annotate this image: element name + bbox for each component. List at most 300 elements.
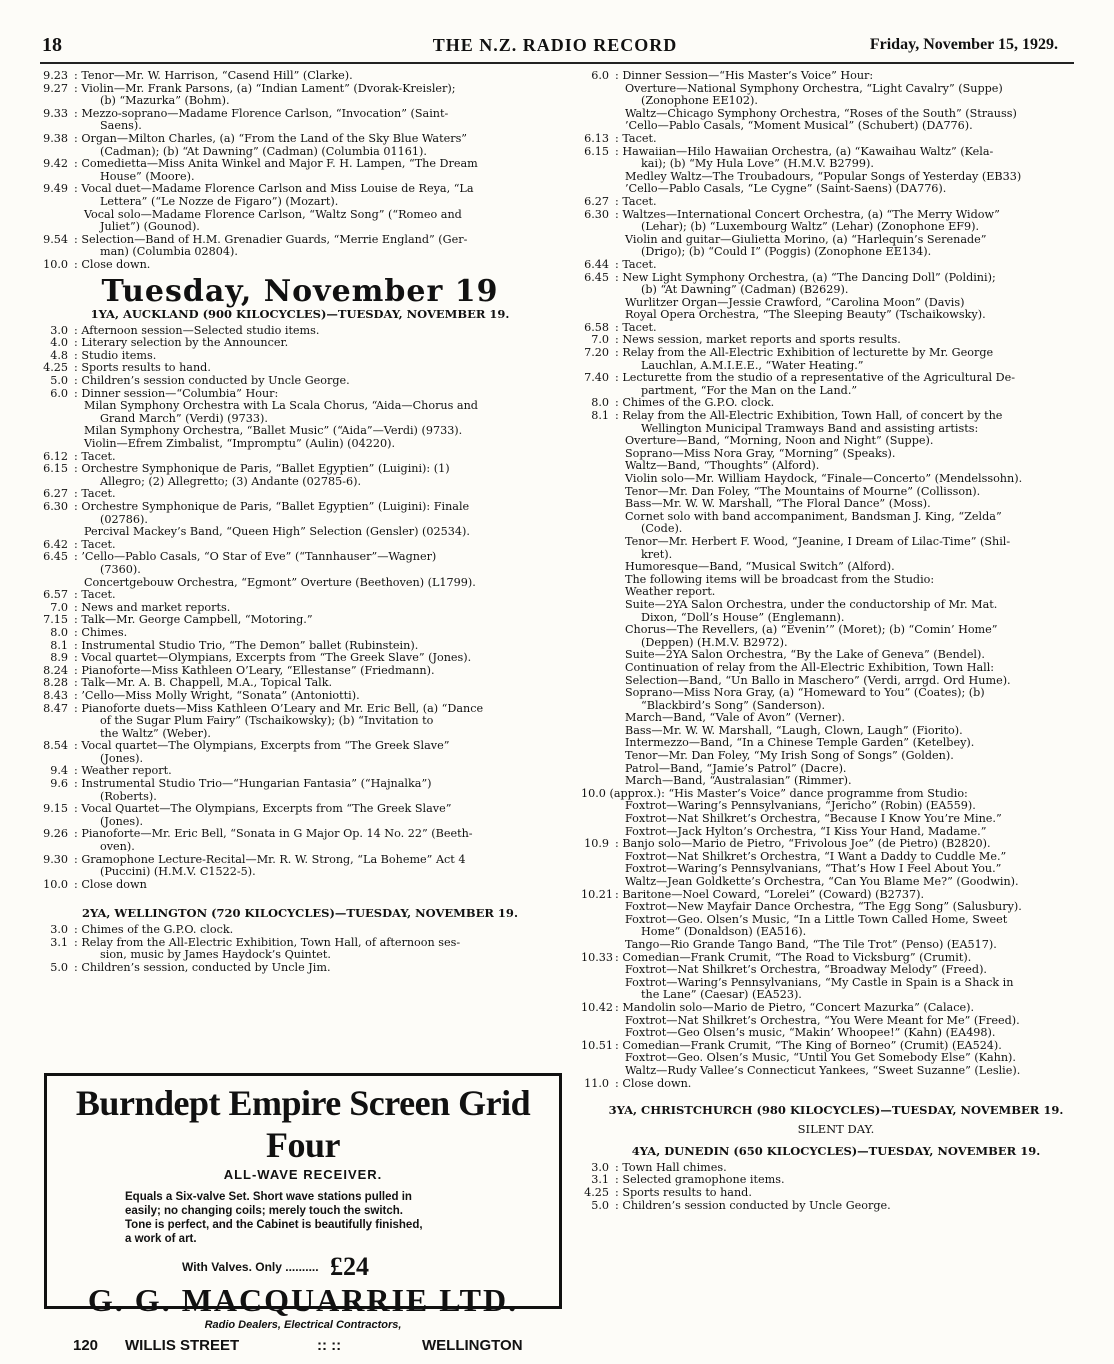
programme-time: 9.49 — [43, 183, 68, 196]
programme-line: 8.9 : Vocal quartet—Olympians, Excerpts from “The Greek Slave” (Jones). — [40, 652, 560, 665]
programme-text: Sports results to hand. — [81, 362, 211, 375]
ad-address-street: WILLIS STREET — [125, 1337, 240, 1354]
programme-time: 6.27 — [584, 195, 609, 208]
programme-text: Hawaiian—Hilo Hawaiian Orchestra, (a) “Kawaihau Waltz” (Kela- — [622, 145, 994, 158]
programme-line: oven). — [100, 841, 135, 854]
programme-time: 7.0 — [591, 334, 609, 347]
programme-line: 6.45 : New Light Symphony Orchestra, (a) “The Dancing Doll” (Poldini); — [581, 272, 1091, 285]
programme-line: Cornet solo with band accompaniment, Bandsman J. King, “Zelda” — [625, 510, 1002, 523]
programme-time: 6.0 — [591, 70, 609, 82]
programme-line: 10.0 (approx.): “His Master’s Voice” dance programme from Studio: — [581, 787, 968, 800]
programme-line: 6.44 : Tacet. — [581, 259, 1091, 272]
programme-text: Children’s session, conducted by Uncle Jim. — [81, 961, 331, 974]
programme-time: 10.51 — [581, 1039, 614, 1052]
programme-text: Comedietta—Miss Anita Winkel and Major F. H. Lampen, “The Dream — [81, 158, 478, 171]
programme-time: 4.25 — [584, 1187, 609, 1200]
programme-time: 9.54 — [43, 233, 68, 246]
programme-line: partment, “For the Man on the Land.” — [641, 384, 858, 397]
programme-text: New Light Symphony Orchestra, (a) “The Dancing Doll” (Poldini); — [622, 271, 996, 284]
programme-line: 8.54 : Vocal quartet—The Olympians, Excerpts from “The Greek Slave” — [40, 740, 560, 753]
ad-body-line: easily; no changing coils; merely touch the switch. — [125, 1205, 403, 1217]
ad-address-number: 120 — [73, 1337, 99, 1354]
programme-text: Pianoforte—Miss Kathleen O’Leary, “Ellestanse” (Friedmann). — [81, 664, 435, 677]
programme-line: 4.25 : Sports results to hand. — [40, 362, 560, 375]
programme-line: Foxtrot—Jack Hylton’s Orchestra, “I Kiss Your Hand, Madame.” — [625, 825, 987, 838]
programme-text: Tacet. — [622, 258, 657, 271]
programme-line: Selection—Band, “Un Ballo in Maschero” (Verdi, arrgd. Ord Hume). — [625, 674, 1011, 687]
programme-text: Tacet. — [81, 538, 116, 551]
programme-line: 9.23 : Tenor—Mr. W. Harrison, “Casend Hill” (Clarke). — [40, 70, 560, 83]
programme-text: Banjo solo—Mario de Pietro, “Frivolous Joe” (de Pietro) (B2820). — [622, 838, 991, 851]
ad-trades: Radio Dealers, Electrical Contractors, — [204, 1319, 402, 1331]
programme-time: 6.30 — [43, 501, 68, 513]
programme-time: 10.33 — [581, 951, 614, 964]
programme-line: Weather report. — [625, 586, 716, 599]
ad-price: £24 — [329, 1252, 369, 1281]
ad-subhead: ALL-WAVE RECEIVER. — [223, 1167, 383, 1182]
programme-line: 6.45 : ’Cello—Pablo Casals, “O Star of Eve” (“Tannhauser”—Wagner) — [40, 551, 560, 564]
programme-line: 10.51 : Comedian—Frank Crumit, “The King of Borneo” (Crumit) (EA524). — [581, 1039, 1002, 1052]
programme-line: Bass—Mr. W. W. Marshall, “Laugh, Clown, Laugh” (Fiorito). — [625, 724, 963, 737]
programme-text: Relay from the All-Electric Exhibition, Town Hall, of afternoon ses- — [81, 936, 461, 949]
programme-line: Medley Waltz—The Troubadours, “Popular Songs of Yesterday (EB33) — [625, 170, 1022, 183]
header-rule — [40, 62, 1074, 64]
programme-line: Soprano—Miss Nora Gray, (a) “Homeward to You” (Coates); (b) — [625, 687, 985, 700]
programme-time: 6.27 — [43, 488, 68, 501]
programme-line: Foxtrot—Nat Shilkret’s Orchestra, “I Want a Daddy to Cuddle Me.” — [625, 850, 1007, 863]
programme-line: 9.6 : Instrumental Studio Trio—“Hungarian Fantasia” (“Hajnalka”) — [40, 778, 560, 791]
programme-line: Foxtrot—Waring’s Pennsylvanians, “My Castle in Spain is a Shack in — [625, 976, 1014, 989]
advertisement-box — [44, 1073, 562, 1354]
programme-time: 9.30 — [43, 853, 68, 866]
programme-line: 8.1 : Relay from the All-Electric Exhibition, Town Hall, of concert by the — [581, 410, 1091, 423]
programme-text: Organ—Milton Charles, (a) “From the Land of the Sky Blue Waters” — [81, 132, 468, 145]
programme-line: Violin solo—Mr. William Haydock, “Finale—Concerto” (Mendelssohn). — [625, 473, 1023, 485]
programme-line: 11.0 : Close down. — [581, 1078, 1091, 1091]
programme-line: Waltz—Rudy Vallee’s Connecticut Yankees, “Sweet Suzanne” (Leslie). — [625, 1064, 1021, 1077]
programme-text: Afternoon session—Selected studio items. — [81, 324, 320, 337]
programme-line: Suite—2YA Salon Orchestra, “By the Lake of Geneva” (Bendel). — [625, 649, 985, 662]
programme-time: 6.45 — [43, 551, 68, 564]
page-header — [40, 30, 1070, 60]
programme-time: 6.13 — [584, 132, 609, 145]
programme-time: 11.0 — [584, 1077, 609, 1090]
right-column — [581, 70, 1091, 1212]
programme-time: 9.27 — [43, 82, 68, 95]
programme-time: 3.1 — [50, 936, 68, 949]
programme-line: 4.25 : Sports results to hand. — [581, 1187, 1091, 1200]
programme-text: Dinner Session—“His Master’s Voice” Hour: — [622, 70, 874, 82]
programme-line: 6.42 : Tacet. — [40, 539, 560, 552]
programme-line: 6.15 : Hawaiian—Hilo Hawaiian Orchestra, (a) “Kawaihau Waltz” (Kela- — [581, 146, 1091, 159]
programme-line: 10.33 : Comedian—Frank Crumit, “The Road to Vicksburg” (Crumit). — [581, 951, 972, 964]
programme-line: 6.12 : Tacet. — [40, 451, 560, 464]
programme-time: 8.54 — [43, 740, 68, 753]
programme-line: sion, music by James Haydock’s Quintet. — [100, 949, 331, 962]
programme-line: 6.0 : Dinner Session—“His Master’s Voice” Hour: — [581, 70, 1091, 83]
programme-line: 4.0 : Literary selection by the Announcer. — [40, 337, 560, 350]
programme-text: ’Cello—Pablo Casals, “O Star of Eve” (“Tannhauser”—Wagner) — [81, 551, 437, 564]
programme-time: 5.0 — [591, 1199, 609, 1212]
programme-line: (b) “Mazurka” (Bohm). — [100, 95, 230, 108]
programme-time: 6.42 — [43, 538, 68, 551]
programme-text: Tenor—Mr. W. Harrison, “Casend Hill” (Clarke). — [81, 70, 353, 82]
ad-body-line: Tone is perfect, and the Cabinet is beautifully finished, — [125, 1219, 423, 1231]
programme-time: 7.20 — [584, 347, 609, 360]
programme-time: 3.0 — [50, 924, 68, 936]
programme-line: Violin and guitar—Giulietta Morino, (a) “Harlequin’s Serenade” — [625, 233, 987, 246]
programme-text: Comedian—Frank Crumit, “The King of Borneo” (Crumit) (EA524). — [622, 1039, 1002, 1052]
programme-line: 6.30 : Waltzes—International Concert Orchestra, (a) “The Merry Widow” — [581, 209, 1091, 222]
programme-text: Pianoforte—Mr. Eric Bell, “Sonata in G Major Op. 14 No. 22” (Beeth- — [81, 828, 473, 841]
programme-line: Allegro; (2) Allegretto; (3) Andante (02785-6). — [100, 475, 362, 488]
programme-line: 8.47 : Pianoforte duets—Miss Kathleen O’Leary and Mr. Eric Bell, (a) “Dance — [40, 703, 560, 716]
programme-line: Concertgebouw Orchestra, “Egmont” Overture (Beethoven) (L1799). — [84, 576, 476, 589]
programme-time: 4.0 — [50, 337, 68, 350]
programme-text: Close down — [81, 878, 147, 891]
programme-time: 10.9 — [584, 838, 609, 851]
programme-line: the Waltz” (Weber). — [100, 727, 211, 740]
programme-time: 4.8 — [50, 349, 68, 362]
programme-line: 8.0 : Chimes. — [40, 627, 560, 640]
programme-line: 9.49 : Vocal duet—Madame Florence Carlson and Miss Louise de Reya, “La — [40, 183, 560, 196]
programme-time: 5.0 — [50, 961, 68, 974]
programme-line: 6.27 : Tacet. — [40, 488, 560, 501]
ad-body — [125, 1190, 485, 1246]
programme-line: the Lane” (Caesar) (EA523). — [641, 989, 802, 1002]
programme-line: 8.24 : Pianoforte—Miss Kathleen O’Leary, “Ellestanse” (Friedmann). — [40, 665, 560, 678]
programme-time: 9.42 — [43, 158, 68, 171]
programme-line: House” (Moore). — [100, 170, 195, 183]
programme-line: (b) “At Dawning” (Cadman) (B2629). — [641, 284, 849, 297]
programme-list-2ya-evening — [581, 70, 1091, 1090]
station-heading-3ya: 3YA, CHRISTCHURCH (980 KILOCYCLES)—TUESDAY, NOVEMBER 19. — [608, 1103, 1064, 1118]
programme-line: Waltz—Jean Goldkette’s Orchestra, “Can You Blame Me?” (Goodwin). — [625, 876, 1019, 888]
programme-line: Continuation of relay from the All-Electric Exhibition, Town Hall: — [625, 661, 995, 674]
programme-text: Instrumental Studio Trio, “The Demon” ballet (Rubinstein). — [81, 639, 419, 652]
programme-text: Close down. — [81, 258, 151, 271]
programme-line: Humoresque—Band, “Musical Switch” (Alford). — [625, 561, 895, 574]
ad-address-sep: :: :: — [317, 1337, 342, 1354]
programme-time: 3.0 — [591, 1161, 609, 1174]
programme-line: 9.30 : Gramophone Lecture-Recital—Mr. R. W. Strong, “La Boheme” Act 4 — [40, 854, 560, 867]
programme-text: Selection—Band of H.M. Grenadier Guards, “Merrie England” (Ger- — [81, 233, 468, 246]
programme-line: 5.0 : Children’s session conducted by Uncle George. — [40, 375, 560, 388]
programme-time: 8.24 — [43, 664, 68, 677]
programme-text: Mandolin solo—Mario de Pietro, “Concert Mazurka” (Calace). — [622, 1001, 975, 1014]
programme-line: 3.1 : Relay from the All-Electric Exhibition, Town Hall, of afternoon ses- — [40, 937, 560, 950]
publication-title: THE N.Z. RADIO RECORD — [432, 35, 678, 55]
ad-address — [47, 1337, 559, 1357]
programme-line: Waltz—Band, “Thoughts” (Alford). — [625, 460, 820, 473]
programme-line: Intermezzo—Band, “In a Chinese Temple Garden” (Ketelbey). — [625, 737, 975, 750]
programme-time: 7.40 — [584, 372, 609, 385]
ad-headline: Burndept Empire Screen Grid Four — [75, 1083, 531, 1165]
programme-line: Foxtrot—Geo. Olsen’s Music, “Until You Get Somebody Else” (Kahn). — [625, 1052, 1016, 1065]
programme-text: Vocal duet—Madame Florence Carlson and Miss Louise de Reya, “La — [81, 183, 474, 196]
programme-text: Dinner session—“Columbia” Hour: — [81, 387, 279, 400]
programme-time: 9.33 — [43, 107, 68, 120]
programme-line: 9.33 : Mezzo-soprano—Madame Florence Carlson, “Invocation” (Saint- — [40, 108, 560, 121]
programme-line: (Jones). — [100, 752, 144, 765]
station-heading-2ya: 2YA, WELLINGTON (720 KILOCYCLES)—TUESDAY, NOVEMBER 19. — [82, 906, 518, 921]
programme-text: Orchestre Symphonique de Paris, “Ballet Egyptien” (Luigini): Finale — [81, 501, 470, 513]
programme-line: Wellington Municipal Tramways Band and assisting artists: — [641, 422, 979, 435]
programme-line: Vocal solo—Madame Florence Carlson, “Waltz Song” (“Romeo and — [84, 208, 462, 221]
programme-line: Lauchlan, A.M.I.E.E., “Water Heating.” — [641, 359, 864, 372]
page-number: 18 — [42, 34, 62, 56]
programme-time: 5.0 — [50, 375, 68, 388]
programme-line: (7360). — [100, 563, 141, 576]
programme-text: Mezzo-soprano—Madame Florence Carlson, “Invocation” (Saint- — [81, 107, 449, 120]
programme-line: 9.38 : Organ—Milton Charles, (a) “From the Land of the Sky Blue Waters” — [40, 133, 560, 146]
programme-time: 6.0 — [50, 387, 68, 400]
programme-line: Overture—National Symphony Orchestra, “Light Cavalry” (Suppe) — [625, 82, 1003, 95]
programme-line: 8.28 : Talk—Mr. A. B. Chappell, M.A., Topical Talk. — [40, 677, 560, 690]
programme-line: 9.27 : Violin—Mr. Frank Parsons, (a) “Indian Lament” (Dvorak-Kreisler); — [40, 83, 560, 96]
programme-text: Sports results to hand. — [622, 1187, 752, 1200]
programme-text: ’Cello—Miss Molly Wright, “Sonata” (Antoniotti). — [81, 689, 360, 702]
programme-line: Home” (Donaldson) (EA516). — [641, 926, 807, 939]
programme-text: Baritone—Noel Coward, “Lorelei” (Coward) (B2737). — [622, 888, 925, 901]
programme-list-left-top — [40, 70, 560, 272]
programme-text: Relay from the All-Electric Exhibition, Town Hall, of concert by the — [622, 410, 1003, 423]
programme-line: Suite—2YA Salon Orchestra, under the conductorship of Mr. Mat. — [625, 598, 998, 611]
programme-time: 6.57 — [43, 589, 68, 602]
programme-line: “Blackbird’s Song” (Sanderson). — [641, 699, 826, 712]
programme-line: Overture—Band, “Morning, Noon and Night” (Suppe). — [625, 435, 934, 448]
programme-line: 3.1 : Selected gramophone items. — [581, 1174, 1091, 1187]
programme-text: Close down. — [622, 1077, 692, 1090]
programme-time: 3.1 — [591, 1174, 609, 1187]
programme-text: Chimes of the G.P.O. clock. — [622, 397, 775, 410]
programme-time: 6.58 — [584, 321, 609, 334]
programme-text: Chimes. — [81, 626, 128, 639]
programme-text: Tacet. — [81, 450, 116, 463]
programme-time: 9.26 — [43, 828, 68, 841]
programme-line: (Deppen) (H.M.V. B2972). — [641, 636, 788, 649]
programme-line: Milan Symphony Orchestra with La Scala Chorus, “Aida—Chorus and — [84, 400, 478, 413]
programme-time: 4.25 — [43, 362, 68, 375]
programme-time: 8.47 — [43, 702, 68, 715]
programme-text: Children’s session conducted by Uncle George. — [81, 375, 350, 388]
programme-text: News session, market reports and sports results. — [622, 334, 901, 347]
programme-time: 8.28 — [43, 677, 68, 690]
programme-text: Talk—Mr. George Campbell, “Motoring.” — [81, 614, 313, 627]
programme-line: 9.15 : Vocal Quartet—The Olympians, Excerpts from “The Greek Slave” — [40, 803, 560, 816]
programme-line: Foxtrot—New Mayfair Dance Orchestra, “The Egg Song” (Salusbury). — [625, 901, 1022, 914]
programme-line: 3.0 : Afternoon session—Selected studio items. — [40, 325, 560, 338]
programme-line: 10.21 : Baritone—Noel Coward, “Lorelei” (Coward) (B2737). — [581, 888, 925, 901]
programme-line: 10.42 : Mandolin solo—Mario de Pietro, “Concert Mazurka” (Calace). — [581, 1001, 975, 1014]
programme-text: Chimes of the G.P.O. clock. — [81, 924, 234, 936]
programme-line: 9.54 : Selection—Band of H.M. Grenadier Guards, “Merrie England” (Ger- — [40, 234, 560, 247]
programme-text: Tacet. — [622, 195, 657, 208]
programme-line: 6.13 : Tacet. — [581, 133, 1091, 146]
programme-time: 8.1 — [50, 639, 68, 652]
programme-line: 5.0 : Children’s session conducted by Uncle George. — [581, 1200, 1091, 1213]
programme-text: Literary selection by the Announcer. — [81, 337, 289, 350]
programme-line: The following items will be broadcast from the Studio: — [625, 573, 935, 586]
programme-text: Gramophone Lecture-Recital—Mr. R. W. Strong, “La Boheme” Act 4 — [81, 853, 466, 866]
programme-line: 8.0 : Chimes of the G.P.O. clock. — [581, 397, 1091, 410]
programme-time: 10.21 — [581, 888, 614, 901]
day-title: Tuesday, November 19 — [101, 273, 499, 309]
programme-line: Foxtrot—Nat Shilkret’s Orchestra, “Because I Know You’re Mine.” — [625, 813, 1002, 826]
programme-time: 6.15 — [584, 145, 609, 158]
programme-time: 8.9 — [50, 652, 68, 665]
programme-line: ’Cello—Pablo Casals, “Moment Musical” (Schubert) (DA776). — [625, 120, 973, 133]
programme-time: 9.38 — [43, 132, 68, 145]
programme-line: Foxtrot—Waring’s Pennsylvanians, “That’s How I Feel About You.” — [625, 863, 1002, 876]
programme-text: Selected gramophone items. — [622, 1174, 785, 1187]
programme-time: 6.45 — [584, 271, 609, 284]
programme-line: Foxtrot—Geo. Olsen’s Music, “In a Little Town Called Home, Sweet — [625, 913, 1008, 926]
programme-time: 8.1 — [591, 410, 609, 423]
programme-text: Town Hall chimes. — [622, 1161, 727, 1174]
programme-line: March—Band, “Vale of Avon” (Verner). — [625, 712, 846, 725]
programme-line: Foxtrot—Nat Shilkret’s Orchestra, “Broadway Melody” (Freed). — [625, 964, 987, 977]
programme-line: (Roberts). — [100, 790, 157, 803]
programme-line: Tenor—Mr. Herbert F. Wood, “Jeanine, I Dream of Lilac-Time” (Shil- — [625, 535, 1011, 548]
programme-line: (Puccini) (H.M.V. C1522-5). — [100, 866, 256, 879]
programme-line: Waltz—Chicago Symphony Orchestra, “Roses of the South” (Strauss) — [625, 107, 1017, 120]
ad-price-row — [182, 1248, 559, 1281]
programme-time: 6.44 — [584, 258, 609, 271]
programme-list-4ya — [581, 1162, 1091, 1212]
programme-line: 9.26 : Pianoforte—Mr. Eric Bell, “Sonata in G Major Op. 14 No. 22” (Beeth- — [40, 828, 560, 841]
programme-text: News and market reports. — [81, 601, 231, 614]
programme-time: 7.15 — [43, 614, 68, 627]
programme-line: Percival Mackey’s Band, “Queen High” Selection (Gensler) (02534). — [84, 526, 470, 539]
programme-line: 7.40 : Lecturette from the studio of a representative of the Agricultural De- — [581, 372, 1091, 385]
programme-line: Juliet”) (Gounod). — [100, 221, 200, 234]
programme-line: 9.42 : Comedietta—Miss Anita Winkel and Major F. H. Lampen, “The Dream — [40, 158, 560, 171]
programme-text: Talk—Mr. A. B. Chappell, M.A., Topical Talk. — [81, 677, 333, 690]
programme-line: 3.0 : Town Hall chimes. — [581, 1162, 1091, 1175]
programme-line: man) (Columbia 02804). — [100, 246, 238, 259]
programme-line: Tango—Rio Grande Tango Band, “The Tile Trot” (Penso) (EA517). — [625, 938, 997, 951]
programme-time: 6.30 — [584, 208, 609, 221]
programme-line: Violin—Efrem Zimbalist, “Impromptu” (Aulin) (04220). — [84, 438, 396, 451]
programme-text: Weather report. — [81, 765, 172, 778]
programme-line: 3.0 : Chimes of the G.P.O. clock. — [40, 924, 560, 937]
programme-line: 8.1 : Instrumental Studio Trio, “The Demon” ballet (Rubinstein). — [40, 640, 560, 653]
programme-time: 6.12 — [43, 450, 68, 463]
programme-line: (Lehar); (b) “Luxembourg Waltz” (Lehar) (Zonophone EF9). — [641, 221, 980, 234]
programme-line: 6.57 : Tacet. — [40, 589, 560, 602]
programme-time: 3.0 — [50, 324, 68, 337]
programme-line: Royal Opera Orchestra, “The Sleeping Beauty” (Tschaikowsky). — [625, 309, 986, 322]
programme-line: 6.58 : Tacet. — [581, 322, 1091, 335]
programme-line: Foxtrot—Nat Shilkret’s Orchestra, “You Were Meant for Me” (Freed). — [625, 1014, 1020, 1027]
programme-line: 6.30 : Orchestre Symphonique de Paris, “Ballet Egyptien” (Luigini): Finale — [40, 501, 560, 514]
programme-text: Instrumental Studio Trio—“Hungarian Fantasia” (“Hajnalka”) — [81, 778, 432, 791]
programme-text: Tacet. — [622, 132, 657, 145]
programme-time: 10.42 — [581, 1001, 614, 1014]
programme-line: 7.0 : News and market reports. — [40, 602, 560, 615]
programme-text: Violin—Mr. Frank Parsons, (a) “Indian Lament” (Dvorak-Kreisler); — [81, 82, 456, 95]
programme-text: Relay from the All-Electric Exhibition of lecturette by Mr. George — [622, 347, 994, 360]
programme-line: (02786). — [100, 513, 148, 526]
programme-line: 6.15 : Orchestre Symphonique de Paris, “Ballet Egyptien” (Luigini): (1) — [40, 463, 560, 476]
programme-line: kai); (b) “My Hula Love” (H.M.V. B2799). — [641, 158, 874, 171]
left-column — [40, 70, 560, 974]
programme-line: 6.27 : Tacet. — [581, 196, 1091, 209]
station-heading-1ya: 1YA, AUCKLAND (900 KILOCYCLES)—TUESDAY, NOVEMBER 19. — [90, 307, 510, 322]
programme-line: Milan Symphony Orchestra, “Ballet Music” (“Aida”—Verdi) (9733). — [84, 425, 463, 438]
programme-line: 10.0 : Close down — [40, 879, 560, 892]
programme-line: Bass—Mr. W. W. Marshall, “The Floral Dance” (Moss). — [625, 498, 931, 511]
programme-line: kret). — [641, 548, 673, 561]
programme-line: Chorus—The Revellers, (a) “Evenin’” (Moret); (b) “Comin’ Home” — [625, 624, 998, 637]
programme-text: Tacet. — [81, 589, 116, 602]
programme-line: Grand March” (Verdi) (9733). — [100, 412, 268, 425]
ad-body-line: a work of art. — [125, 1233, 197, 1245]
programme-text: Comedian—Frank Crumit, “The Road to Vicksburg” (Crumit). — [622, 951, 972, 964]
programme-text: Waltzes—International Concert Orchestra, (a) “The Merry Widow” — [622, 208, 1000, 221]
programme-text: Tacet. — [81, 488, 116, 501]
programme-line: Patrol—Band, “Jamie’s Patrol” (Dacre). — [625, 762, 847, 775]
programme-list-1ya — [40, 325, 560, 892]
programme-time: 8.0 — [591, 397, 609, 410]
programme-line: 5.0 : Children’s session, conducted by Uncle Jim. — [40, 962, 560, 975]
programme-line: of the Sugar Plum Fairy” (Tschaikowsky); (b) “Invitation to — [100, 715, 434, 728]
programme-text: Tacet. — [622, 321, 657, 334]
programme-line: 6.0 : Dinner session—“Columbia” Hour: — [40, 388, 560, 401]
programme-line: 8.43 : ’Cello—Miss Molly Wright, “Sonata” (Antoniotti). — [40, 690, 560, 703]
programme-line: 7.20 : Relay from the All-Electric Exhibition of lecturette by Mr. George — [581, 347, 1091, 360]
programme-line: ’Cello—Pablo Casals, “Le Cygne” (Saint-Saens) (DA776). — [625, 183, 947, 196]
programme-line: 7.0 : News session, market reports and sports results. — [581, 334, 1091, 347]
programme-time: 10.0 — [43, 258, 68, 271]
programme-text: Vocal quartet—The Olympians, Excerpts from “The Greek Slave” — [81, 740, 450, 753]
programme-line: 4.8 : Studio items. — [40, 350, 560, 363]
programme-line: Wurlitzer Organ—Jessie Crawford, “Carolina Moon” (Davis) — [625, 296, 965, 309]
programme-time: 9.4 — [50, 765, 68, 778]
programme-time: 7.0 — [50, 601, 68, 614]
programme-line: 10.9 : Banjo solo—Mario de Pietro, “Frivolous Joe” (de Pietro) (B2820). — [581, 838, 1091, 851]
ad-company-name: G. G. MACQUARRIE LTD. — [87, 1282, 519, 1318]
programme-line: Dixon, “Doll’s House” (Englemann). — [641, 611, 845, 624]
programme-line: 7.15 : Talk—Mr. George Campbell, “Motoring.” — [40, 614, 560, 627]
programme-line: (Jones). — [100, 815, 144, 828]
programme-list-2ya-afternoon — [40, 924, 560, 974]
programme-text: Pianoforte duets—Miss Kathleen O’Leary and Mr. Eric Bell, (a) “Dance — [81, 702, 484, 715]
programme-line: (Code). — [641, 523, 683, 536]
programme-text: Children’s session conducted by Uncle George. — [622, 1199, 891, 1212]
programme-line: (Cadman); (b) “At Dawning” (Cadman) (Columbia 01161). — [100, 145, 427, 158]
ad-price-label: With Valves. Only .......... — [182, 1260, 319, 1274]
programme-text: Vocal Quartet—The Olympians, Excerpts from “The Greek Slave” — [81, 803, 452, 816]
programme-text: Studio items. — [81, 349, 157, 362]
programme-line: 9.4 : Weather report. — [40, 765, 560, 778]
programme-line: 10.0 : Close down. — [40, 259, 560, 272]
programme-line: (Drigo); (b) “Could I” (Poggis) (Zonophone EE134). — [641, 246, 932, 259]
silent-day-notice: SILENT DAY. — [797, 1121, 875, 1136]
programme-line: Foxtrot—Waring’s Pennsylvanians, “Jericho” (Robin) (EA559). — [625, 800, 976, 813]
programme-line: March—Band, “Australasian” (Rimmer). — [625, 775, 852, 788]
programme-time: 9.23 — [43, 70, 68, 82]
programme-line: Soprano—Miss Nora Gray, “Morning” (Speaks). — [625, 447, 896, 460]
programme-text: Vocal quartet—Olympians, Excerpts from “The Greek Slave” (Jones). — [81, 652, 472, 665]
programme-line: Tenor—Mr. Dan Foley, “My Irish Song of Songs” (Golden). — [625, 750, 954, 763]
programme-line: Tenor—Mr. Dan Foley, “The Mountains of Mourne” (Collisson). — [625, 485, 981, 498]
programme-line: (Zonophone EE102). — [641, 95, 758, 108]
programme-text: Lecturette from the studio of a representative of the Agricultural De- — [622, 372, 1016, 385]
programme-time: 10.0 — [43, 878, 68, 891]
programme-time: 8.0 — [50, 626, 68, 639]
